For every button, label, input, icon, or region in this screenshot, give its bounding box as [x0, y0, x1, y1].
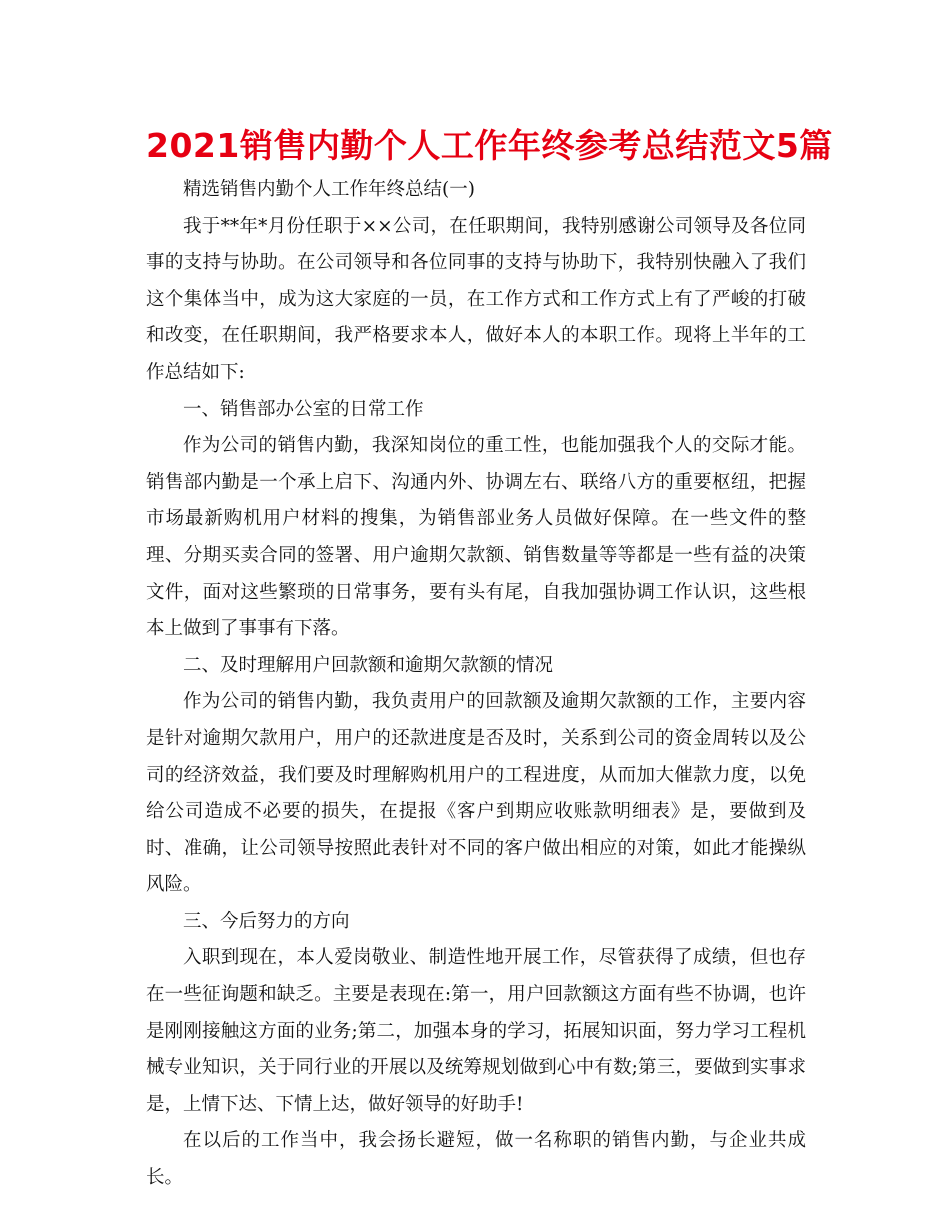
section-subtitle: 精选销售内勤个人工作年终总结(一) — [183, 179, 475, 200]
section-heading: 二、及时理解用户回款额和逾期欠款额的情况 — [183, 654, 554, 676]
body-paragraph: 作为公司的销售内勤，我深知岗位的重工性，也能加强我个人的交际才能。销售部内勤是一个承上启下、沟通内外、协调左右、联络八方的重要枢纽，把握市场最新购机用户材料的搜集，为销售部业务人员做好保障。在一些文件的整理、分期买卖合同的签署、用户逾期欠款额、销售数量等等都是一些有益的决策文件，面对这些繁琐的日常事务，要有头有尾，自我加强协调工作认识，这些根本上做到了事事有下落。 — [146, 435, 806, 640]
document-title: 2021销售内勤个人工作年终参考总结范文5篇 — [146, 126, 833, 165]
section-heading: 一、销售部办公室的日常工作 — [183, 398, 424, 420]
section-heading: 三、今后努力的方向 — [183, 910, 350, 932]
body-paragraph: 作为公司的销售内勤，我负责用户的回款额及逾期欠款额的工作，主要内容是针对逾期欠款用户，用户的还款进度是否及时，关系到公司的资金周转以及公司的经济效益，我们要及时理解购机用户的工程进度，从而加大催款力度，以免给公司造成不必要的损失，在提报《客户到期应收账款明细表》是，要做到及时、准确，让公司领导按照此表针对不同的客户做出相应的对策，如此才能操纵风险。 — [146, 691, 806, 896]
body-paragraph: 入职到现在，本人爱岗敬业、制造性地开展工作，尽管获得了成绩，但也存在一些征询题和缺乏。主要是表现在:第一，用户回款额这方面有些不协调，也许是刚刚接触这方面的业务;第二，加强本身的学习，拓展知识面，努力学习工程机械专业知识，关于同行业的开展以及统筹规划做到心中有数;第三，要做到实事求是，上情下达、下情上达，做好领导的好助手! — [146, 947, 806, 1115]
closing-paragraph: 在以后的工作当中，我会扬长避短，做一名称职的销售内勤，与企业共成长。 — [146, 1130, 806, 1189]
document-page — [146, 120, 833, 1197]
body-paragraph: 我于**年*月份任职于××公司，在任职期间，我特别感谢公司领导及各位同事的支持与协助。在公司领导和各位同事的支持与协助下，我特别快融入了我们这个集体当中，成为这大家庭的一员，在工作方式和工作方式上有了严峻的打破和改变，在任职期间，我严格要求本人，做好本人的本职工作。现将上半年的工作总结如下: — [146, 215, 806, 383]
